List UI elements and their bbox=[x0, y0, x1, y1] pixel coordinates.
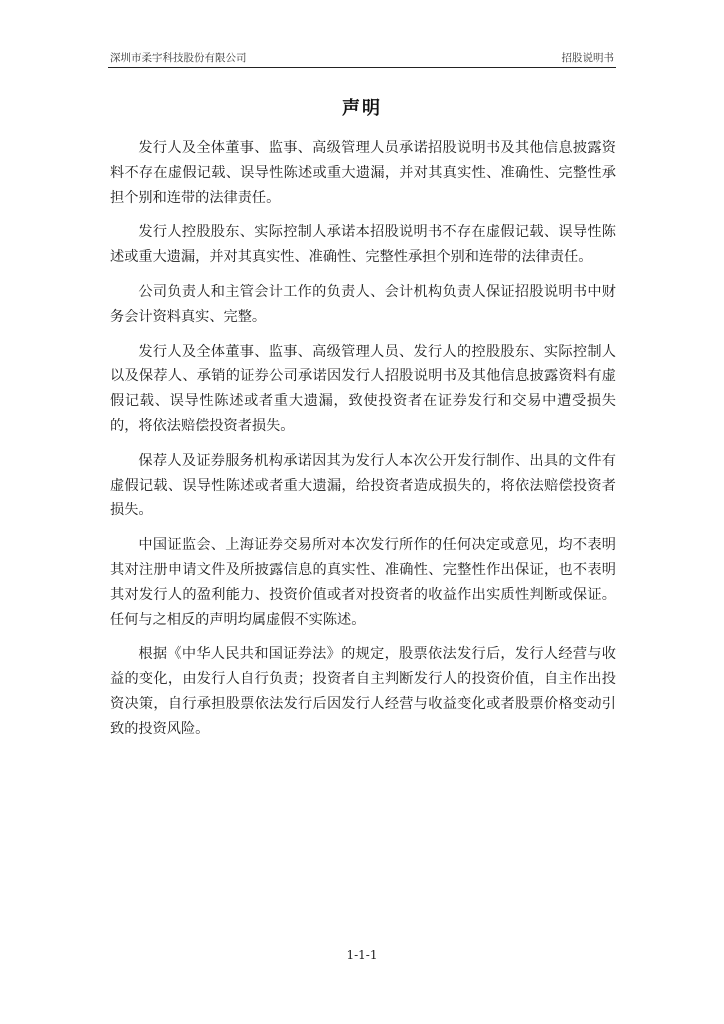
paragraph-compensation-commitment: 发行人及全体董事、监事、高级管理人员、发行人的控股股东、实际控制人以及保荐人、承销的证券公司承诺因发行人招股说明书及其他信息披露资料有虚假记载、误导性陈述或者重大遗漏，致使投资者在证券发行和交易中遭受损失的，将依法赔偿投资者损失。 bbox=[110, 343, 616, 434]
paragraph-regulator-disclaimer: 中国证监会、上海证券交易所对本次发行所作的任何决定或意见，均不表明其对注册申请文件及所披露信息的真实性、准确性、完整性作出保证，也不表明其对发行人的盈利能力、投资价值或者对投资者的收益作出实质性判断或保证。任何与之相反的声明均属虚假不实陈述。 bbox=[110, 537, 616, 628]
paragraph-sponsor-commitment: 保荐人及证券服务机构承诺因其为发行人本次公开发行制作、出具的文件有虚假记载、误导性陈述或者重大遗漏，给投资者造成损失的，将依法赔偿投资者损失。 bbox=[110, 452, 616, 519]
page-header bbox=[108, 49, 616, 68]
paragraph-accounting-guarantee: 公司负责人和主管会计工作的负责人、会计机构负责人保证招股说明书中财务会计资料真实、完整。 bbox=[110, 283, 616, 325]
paragraph-investment-risk: 根据《中华人民共和国证券法》的规定，股票依法发行后，发行人经营与收益的变化，由发行人自行负责；投资者自主判断发行人的投资价值，自主作出投资决策，自行承担股票依法发行后因发行人经营与收益变化或者股票价格变动引致的投资风险。 bbox=[110, 646, 616, 737]
header-company-name: 深圳市柔宇科技股份有限公司 bbox=[110, 52, 247, 64]
declaration-body bbox=[110, 136, 616, 752]
page-number: 1-1-1 bbox=[346, 948, 378, 962]
paragraph-issuer-commitment: 发行人及全体董事、监事、高级管理人员承诺招股说明书及其他信息披露资料不存在虚假记载、误导性陈述或重大遗漏，并对其真实性、准确性、完整性承担个别和连带的法律责任。 bbox=[110, 140, 616, 206]
paragraph-controller-commitment: 发行人控股股东、实际控制人承诺本招股说明书不存在虚假记载、误导性陈述或重大遗漏，并对其真实性、准确性、完整性承担个别和连带的法律责任。 bbox=[110, 224, 616, 266]
page-title: 声明 bbox=[342, 98, 382, 119]
header-document-type: 招股说明书 bbox=[561, 52, 614, 64]
